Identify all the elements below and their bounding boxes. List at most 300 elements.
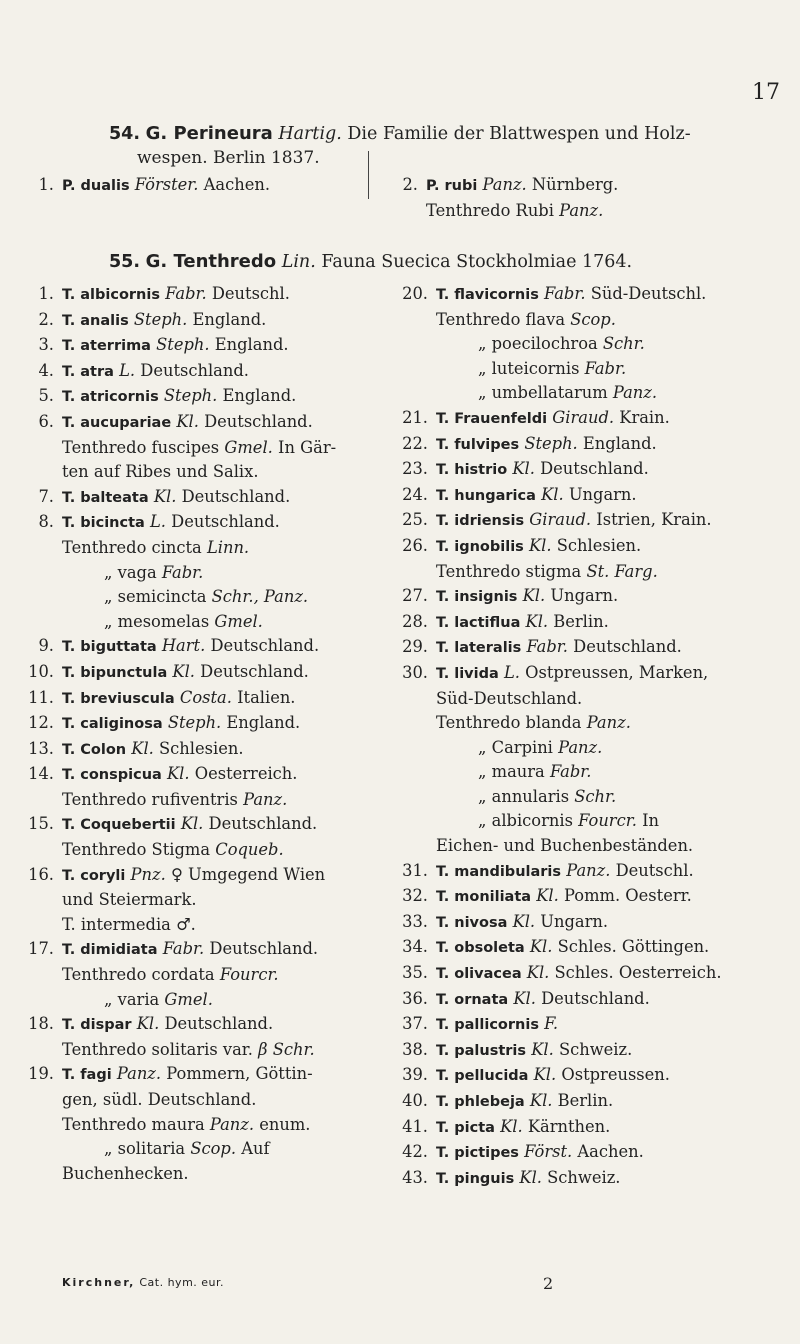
author: Fabr. <box>526 637 568 657</box>
locality: Krain. <box>619 407 670 427</box>
entry-number: 39. <box>402 1065 428 1085</box>
entry-number: 30. <box>402 662 428 682</box>
synonym-line <box>388 357 788 382</box>
species-name: T. phlebeja <box>436 1094 525 1110</box>
entry-number: 18. <box>28 1014 54 1034</box>
author: Steph. <box>167 713 222 733</box>
synonym-line <box>388 760 788 785</box>
entry-number: 19. <box>28 1064 54 1084</box>
author: Panz. <box>243 789 288 809</box>
entry-number: 41. <box>402 1116 428 1136</box>
author: Pnz. <box>130 864 166 884</box>
locality: Deutschland. <box>140 360 249 380</box>
synonym-name: Tenthredo blanda <box>436 713 582 733</box>
species-name: T. coryli <box>62 867 126 884</box>
author: Kl. <box>180 814 204 834</box>
entry-number: 32. <box>402 886 428 906</box>
locality: Süd-Deutschl. <box>590 284 707 303</box>
synonym-name: Tenthredo fuscipes <box>62 437 220 457</box>
species-entry <box>14 863 384 889</box>
author: Schr. <box>574 786 617 806</box>
entry-number: 6. <box>38 411 54 431</box>
locality: Ungarn. <box>568 484 637 504</box>
species-name: T. idriensis <box>436 513 525 530</box>
locality: England. <box>222 386 297 406</box>
locality: Schlesien. <box>159 738 244 758</box>
entry-number: 36. <box>402 988 428 1008</box>
species-name: T. pallicornis <box>436 1017 539 1034</box>
species-entry: 1. P. dualis Förster. Aachen. <box>38 175 271 194</box>
locality: Auf <box>241 1139 270 1159</box>
entry-number: 28. <box>402 611 428 631</box>
author: β Schr. <box>258 1039 315 1059</box>
author: Kl. <box>512 911 536 931</box>
locality: Schles. Oesterreich. <box>554 963 722 983</box>
locality: Schlesien. <box>556 535 642 555</box>
species-name: T. insignis <box>436 589 518 606</box>
author: Steph. <box>133 309 188 329</box>
synonym-line <box>14 963 384 988</box>
author: Gmel. <box>214 611 263 631</box>
author: Kl. <box>519 1167 542 1187</box>
species-entry <box>388 1115 788 1141</box>
species-entry <box>14 410 384 436</box>
locality: Deutschland. <box>208 814 318 834</box>
species-name: T. aterrima <box>62 338 151 355</box>
synonym-name: maura <box>491 762 545 782</box>
synonym-line <box>388 308 788 333</box>
synonym-line <box>388 834 788 859</box>
species-entry <box>14 359 384 385</box>
synonym-line <box>14 610 384 635</box>
author: Kl. <box>136 1014 160 1034</box>
author: Kl. <box>536 886 559 906</box>
species-entry <box>14 1062 384 1088</box>
author: Panz. <box>558 737 603 757</box>
synonym-line <box>14 460 384 485</box>
synonym-name: mesomelas <box>117 611 210 631</box>
entry-number: 15. <box>28 814 54 834</box>
locality: ♀ Umgegend Wien <box>170 864 326 884</box>
author: Panz. <box>209 1114 255 1134</box>
entry-number: 43. <box>402 1167 428 1187</box>
synonym-line <box>14 1088 384 1113</box>
species-name: T. balteata <box>62 489 149 506</box>
locality: Ostpreussen, Marken, <box>525 662 709 682</box>
species-entry <box>388 610 788 636</box>
locality: Italien. <box>237 687 296 707</box>
species-name: T. pinguis <box>436 1170 515 1187</box>
entry-number: 9. <box>38 636 54 656</box>
ditto-mark: „ <box>104 562 118 582</box>
species-entry <box>388 1063 788 1089</box>
author: Fabr. <box>165 284 207 303</box>
species-name: T. Frauenfeldi <box>436 410 548 427</box>
author: Kl. <box>526 963 550 983</box>
species-name: T. livida <box>436 665 499 682</box>
species-name: T. ornata <box>436 991 509 1008</box>
locality: ♂. <box>176 914 196 934</box>
author: Kl. <box>500 1116 523 1136</box>
species-entry <box>14 737 384 763</box>
author: Kl. <box>172 661 195 681</box>
page-number: 17 <box>752 80 780 105</box>
species-entry <box>14 510 384 536</box>
species-name: T. fulvipes <box>436 436 520 453</box>
locality: Deutschland. <box>210 636 320 656</box>
author: Fabr. <box>161 562 204 582</box>
author: Scop. <box>570 309 616 329</box>
entry-number: 23. <box>402 459 428 479</box>
author: Hart. <box>161 636 206 656</box>
author: Panz. <box>566 860 611 880</box>
right-column <box>388 282 788 1191</box>
locality: Pomm. Oesterr. <box>563 886 692 906</box>
author: Scop. <box>190 1139 237 1159</box>
synonym-name: und Steiermark. <box>62 890 197 910</box>
reference: Die Familie der Blattwespen und Holz- <box>347 124 691 144</box>
entry-number: 2. <box>38 309 54 329</box>
synonym-line <box>14 788 384 813</box>
locality: Deutschland. <box>540 459 649 479</box>
locality: Deutschland. <box>181 486 291 506</box>
author: Coqueb. <box>215 840 284 860</box>
species-name: T. atricornis <box>62 389 159 406</box>
locality: Aachen. <box>577 1142 644 1162</box>
author: Fourcr. <box>219 965 279 985</box>
species-entry <box>388 406 788 432</box>
author: Schr. <box>602 334 645 354</box>
species-name: T. analis <box>62 312 129 329</box>
locality: Ungarn. <box>540 911 609 931</box>
species-name: T. nivosa <box>436 914 508 931</box>
synonym-line <box>388 736 788 761</box>
author: Panz. <box>586 713 631 733</box>
author: Först. <box>524 1142 573 1162</box>
column-divider <box>368 151 369 199</box>
author: Gmel. <box>224 437 273 457</box>
synonym-name: solitaria <box>117 1139 186 1159</box>
species-entry <box>388 910 788 936</box>
author: Fabr. <box>544 284 586 303</box>
species-entry <box>14 634 384 660</box>
synonym-name: T. intermedia <box>62 914 171 934</box>
species-entry <box>14 485 384 511</box>
species-entry <box>14 384 384 410</box>
entry-number: 1. <box>38 284 54 303</box>
section-54-heading <box>109 122 691 146</box>
ditto-mark: „ <box>478 811 492 831</box>
ditto-mark: „ <box>104 611 118 631</box>
author: Steph. <box>163 386 218 406</box>
species-name: T. albicornis <box>62 287 160 303</box>
synonym-name: ten auf Ribes und Salix. <box>62 462 259 482</box>
locality: England. <box>214 335 289 355</box>
synonym-line <box>14 536 384 561</box>
locality: Schweiz. <box>558 1039 633 1059</box>
author: Linn. <box>206 537 250 557</box>
species-entry <box>14 660 384 686</box>
author: Gmel. <box>164 989 213 1009</box>
entry-number: 37. <box>402 1014 428 1034</box>
synonym-name: vaga <box>117 562 157 582</box>
synonym-line <box>388 332 788 357</box>
locality: England. <box>582 433 657 453</box>
entry-number: 27. <box>402 586 428 606</box>
author: Kl. <box>533 1065 557 1085</box>
locality: Ungarn. <box>550 586 619 606</box>
author: Kl. <box>531 1039 554 1059</box>
synonym-name: gen, südl. Deutschland. <box>62 1090 257 1109</box>
species-name: T. histrio <box>436 462 508 479</box>
entry-number: 4. <box>38 360 54 380</box>
synonym-name: luteicornis <box>491 358 580 378</box>
entry-number: 12. <box>28 713 54 733</box>
species-name: T. lactiflua <box>436 614 521 631</box>
species-entry <box>388 584 788 610</box>
species-entry <box>14 686 384 712</box>
synonym-line <box>388 785 788 810</box>
author: Fabr. <box>549 762 592 782</box>
entry-number: 38. <box>402 1039 428 1059</box>
locality: In Gär- <box>278 437 337 457</box>
species-name: T. atra <box>62 363 114 380</box>
synonym-name: Tenthredo flava <box>436 309 566 329</box>
species-name: T. mandibularis <box>436 863 562 880</box>
ditto-mark: „ <box>104 989 118 1009</box>
entry-number: 33. <box>402 911 428 931</box>
synonym-line <box>388 711 788 736</box>
species-entry <box>388 282 788 308</box>
synonym-name: Buchenhecken. <box>62 1163 189 1183</box>
author: Kl. <box>522 586 546 606</box>
species-entry <box>388 935 788 961</box>
page-signature: 2 <box>543 1274 554 1293</box>
author: L. <box>119 360 136 380</box>
species-name: T. lateralis <box>436 640 522 657</box>
author: Hartig. <box>278 124 342 144</box>
synonym-line <box>14 585 384 610</box>
species-name: T. pellucida <box>436 1068 529 1085</box>
author: Kl. <box>525 611 549 631</box>
author: Kl. <box>541 484 564 504</box>
entry-number: 16. <box>28 864 54 884</box>
entry-number: 35. <box>402 963 428 983</box>
species-entry <box>388 1012 788 1038</box>
species-entry: 2. P. rubi Panz. Nürnberg. <box>402 175 619 194</box>
species-name: T. picta <box>436 1119 495 1136</box>
entry-number: 10. <box>28 661 54 681</box>
synonym-line <box>388 687 788 712</box>
synonym-line: Tenthredo Rubi Panz. <box>426 200 604 220</box>
synonym-name: Tenthredo cincta <box>62 537 202 557</box>
entry-number: 26. <box>402 535 428 555</box>
species-name: T. fagi <box>62 1067 112 1084</box>
synonym-name: Carpini <box>491 737 553 757</box>
locality: Istrien, Krain. <box>596 510 712 530</box>
entry-number: 21. <box>402 407 428 427</box>
section-54-reference-cont: wespen. Berlin 1837. <box>137 148 320 168</box>
synonym-name: Eichen- und Buchenbeständen. <box>436 836 694 856</box>
locality: Deutschl. <box>615 860 694 880</box>
species-name: T. bipunctula <box>62 664 168 681</box>
species-name: T. Coquebertii <box>62 817 176 834</box>
author: Kl. <box>529 535 552 555</box>
entry-number: 13. <box>28 738 54 758</box>
species-entry <box>388 635 788 661</box>
author: Kl. <box>131 738 154 758</box>
synonym-line <box>14 1162 384 1187</box>
species-name: T. obsoleta <box>436 940 525 957</box>
entry-number: 29. <box>402 637 428 657</box>
species-name: T. biguttata <box>62 639 157 656</box>
synonym-line <box>388 381 788 406</box>
species-name: T. moniliata <box>436 889 532 906</box>
entry-number: 25. <box>402 510 428 530</box>
synonym-name: varia <box>117 989 160 1009</box>
species-entry <box>14 937 384 963</box>
species-name: T. pictipes <box>436 1145 519 1162</box>
locality: Pommern, Göttin- <box>166 1064 313 1084</box>
species-name: T. Colon <box>62 741 127 758</box>
synonym-line <box>14 988 384 1013</box>
species-entry <box>388 859 788 885</box>
author: Giraud. <box>529 510 592 530</box>
synonym-name: Tenthredo stigma <box>436 561 582 581</box>
entry-number: 42. <box>402 1142 428 1162</box>
species-entry <box>14 1012 384 1038</box>
ditto-mark: „ <box>478 358 492 378</box>
author: Steph. <box>156 335 210 355</box>
synonym-line <box>14 888 384 913</box>
species-entry <box>388 432 788 458</box>
section-55-heading: 55. G. Tenthredo Lin. Fauna Suecica Stockholmiae 1764. <box>109 251 633 272</box>
species-entry <box>388 1166 788 1192</box>
ditto-mark: „ <box>478 762 492 782</box>
author: L. <box>149 512 166 532</box>
locality: Deutschland. <box>171 512 280 532</box>
left-column <box>14 282 384 1186</box>
species-name: T. conspicua <box>62 767 162 784</box>
synonym-name: poecilochroa <box>491 334 598 354</box>
genus-name: G. Perineura <box>145 123 273 144</box>
author: Kl. <box>167 764 190 784</box>
species-name: T. bicincta <box>62 515 145 532</box>
author: L. <box>503 662 520 682</box>
entry-number: 5. <box>38 386 54 406</box>
entry-number: 40. <box>402 1091 428 1110</box>
synonym-name: Tenthredo cordata <box>62 965 215 985</box>
locality: Deutschland. <box>573 637 682 657</box>
synonym-line <box>14 436 384 461</box>
species-entry <box>14 333 384 359</box>
species-name: T. ignobilis <box>436 538 524 555</box>
entry-number: 31. <box>402 860 428 880</box>
author: Kl. <box>512 459 535 479</box>
locality: Deutschland. <box>541 988 650 1008</box>
locality: Deutschland. <box>200 661 309 681</box>
author: Kl. <box>176 411 199 431</box>
species-entry <box>388 457 788 483</box>
author: Fabr. <box>162 939 205 959</box>
entry-number: 20. <box>402 284 428 303</box>
author: Costa. <box>179 687 232 707</box>
species-entry <box>388 661 788 687</box>
author: St. Farg. <box>586 561 658 581</box>
species-name: T. caliginosa <box>62 716 163 733</box>
species-entry <box>388 987 788 1013</box>
species-entry <box>388 483 788 509</box>
species-name: T. hungarica <box>436 487 536 504</box>
author: Kl. <box>513 988 536 1008</box>
synonym-name: Tenthredo solitaris var. <box>62 1039 253 1059</box>
species-name: T. dispar <box>62 1017 132 1034</box>
species-entry <box>14 711 384 737</box>
synonym-name: Tenthredo rufiventris <box>62 789 238 809</box>
locality: Deutschland. <box>164 1014 274 1034</box>
synonym-line <box>388 560 788 585</box>
species-name: T. dimidiata <box>62 942 158 959</box>
entry-number: 8. <box>38 512 54 532</box>
species-entry <box>388 508 788 534</box>
locality: enum. <box>259 1114 311 1134</box>
species-entry <box>14 282 384 308</box>
synonym-name: Süd-Deutschland. <box>436 688 583 708</box>
section-54-right <box>378 173 778 223</box>
author: Kl. <box>153 486 177 506</box>
locality: Ostpreussen. <box>561 1065 670 1085</box>
entry-number: 3. <box>38 335 54 355</box>
section-number: 54. <box>109 124 141 144</box>
locality: Deutschl. <box>211 284 290 303</box>
locality: Schles. Göttingen. <box>557 937 710 957</box>
synonym-name: semicincta <box>117 587 207 607</box>
synonym-name: Tenthredo maura <box>62 1114 205 1134</box>
ditto-mark: „ <box>478 334 492 354</box>
locality: England. <box>192 309 267 329</box>
synonym-line <box>14 1137 384 1162</box>
ditto-mark: „ <box>478 786 492 806</box>
species-entry <box>14 308 384 334</box>
author: Steph. <box>524 433 578 453</box>
author: Schr., Panz. <box>211 587 309 607</box>
locality: Berlin. <box>557 1091 614 1110</box>
locality: Kärnthen. <box>527 1116 611 1136</box>
species-name: T. palustris <box>436 1042 527 1059</box>
author: Fabr. <box>584 358 627 378</box>
ditto-mark: „ <box>478 737 492 757</box>
locality: Deutschland. <box>209 939 319 959</box>
entry-number: 14. <box>28 764 54 784</box>
synonym-line <box>14 838 384 863</box>
entry-number: 11. <box>28 687 54 707</box>
species-name: T. flavicornis <box>436 287 539 303</box>
author: Giraud. <box>552 407 615 427</box>
synonym-line <box>14 561 384 586</box>
author: Kl. <box>529 937 553 957</box>
author: Panz. <box>116 1064 162 1084</box>
species-name: T. olivacea <box>436 966 522 983</box>
synonym-name: Tenthredo Stigma <box>62 840 211 860</box>
locality: England. <box>226 713 301 733</box>
author: Kl. <box>529 1091 553 1110</box>
synonym-line <box>14 1038 384 1063</box>
entry-number: 7. <box>38 486 54 506</box>
species-entry <box>14 762 384 788</box>
locality: Schweiz. <box>547 1167 621 1187</box>
entry-number: 24. <box>402 484 428 504</box>
entry-number: 22. <box>402 433 428 453</box>
